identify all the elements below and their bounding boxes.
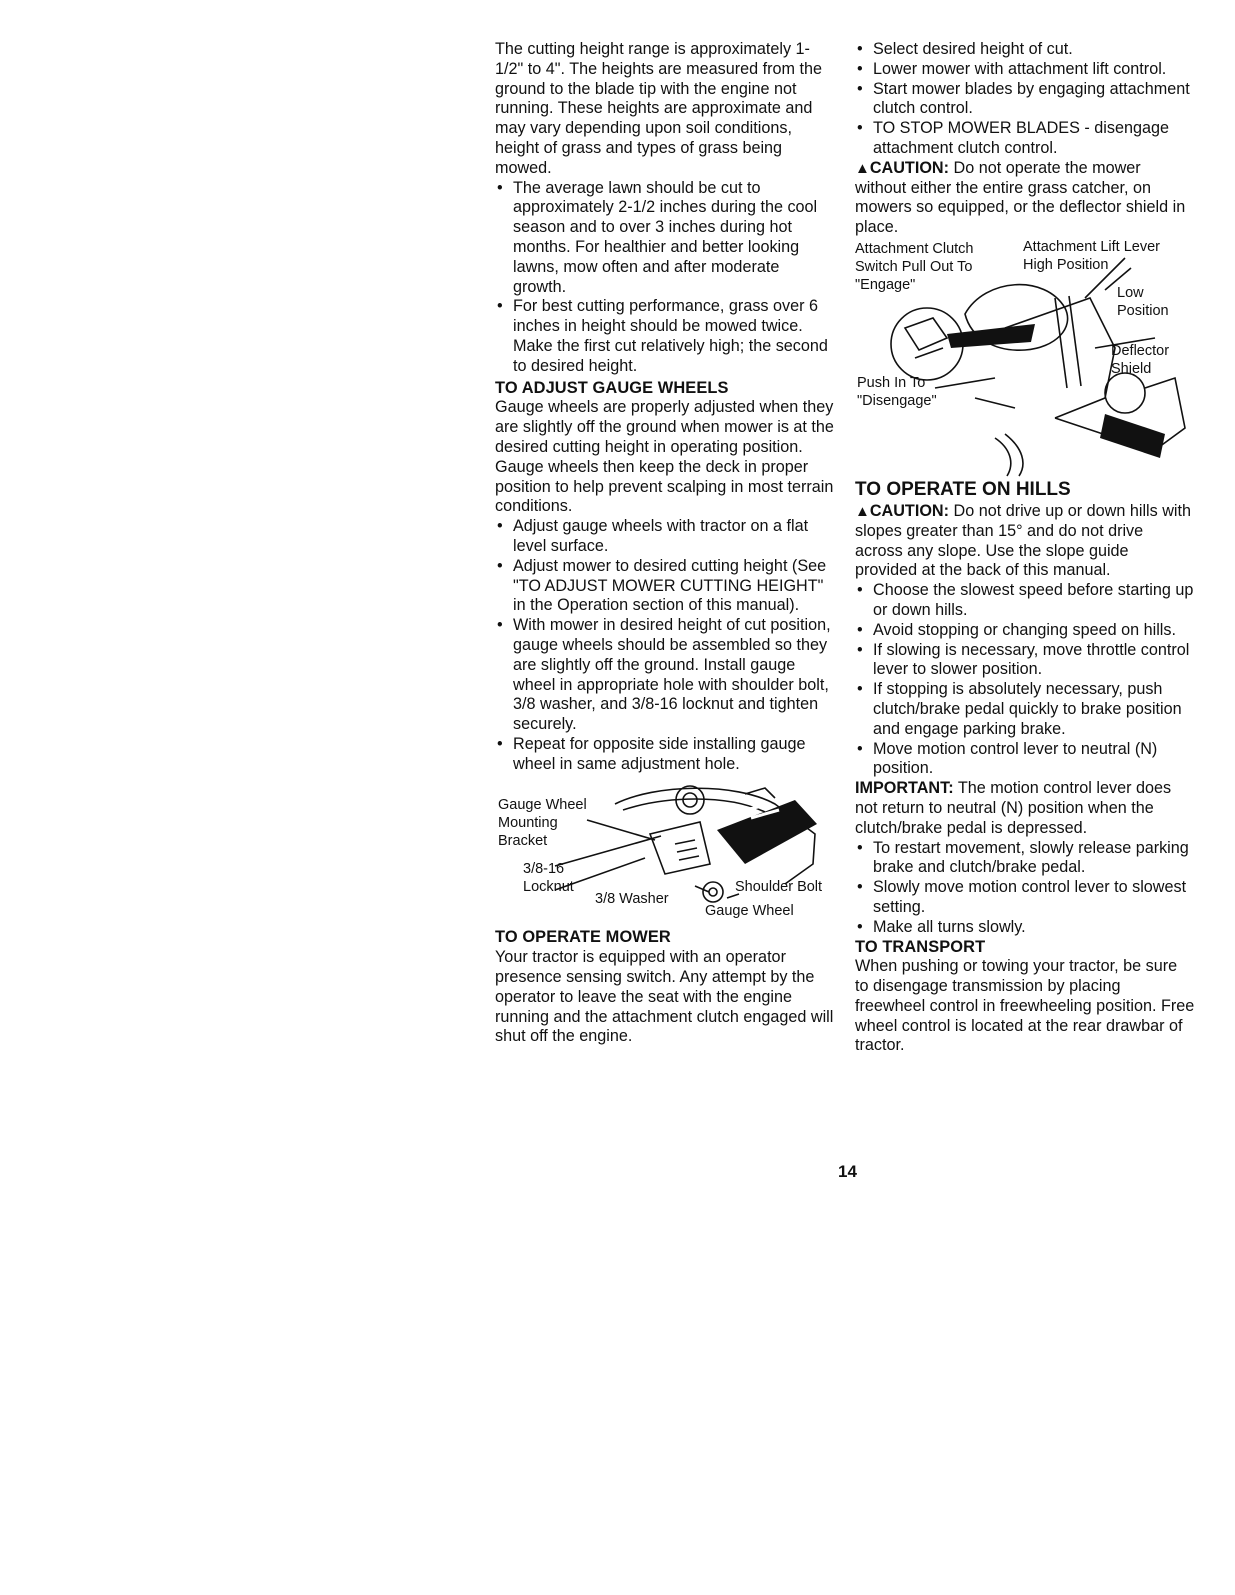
left-column [495, 40, 835, 1047]
caution-hills: ▲CAUTION: Do not drive up or down hills with slopes greater than 15° and do not drive across any slope. Use the slope guide provided at the back of this manual. [855, 501, 1192, 580]
list-item: • Start mower blades by engaging attachment clutch control. [855, 80, 1195, 120]
low-position-label: Low Position [1117, 284, 1169, 319]
list-item: • Select desired height of cut. [855, 40, 1195, 60]
lift-lever-label: Attachment Lift Lever High Position [1023, 238, 1161, 273]
list-item: • Move motion control lever to neutral (N) position. [855, 740, 1195, 780]
mounting-bracket-label: Gauge Wheel Mounting Bracket [498, 797, 587, 850]
list-item: • Lower mower with attachment lift control. [855, 60, 1195, 80]
gauge-wheels-text: Gauge wheels are properly adjusted when they are slightly off the ground when mower is at the desired cutting height in operating position. Gauge wheels then keep the deck in proper position to help prevent scalping in most terrain conditions. [495, 398, 834, 516]
list-item: • Choose the slowest speed before starting up or down hills. [855, 581, 1195, 621]
warning-icon: ▲ [855, 502, 870, 520]
list-item: • Repeat for opposite side installing gauge wheel in same adjustment hole. [495, 735, 835, 775]
operate-mower-heading: TO OPERATE MOWER [495, 928, 671, 947]
gauge-wheels-bullets [495, 517, 835, 774]
operate-mower-text: Your tractor is equipped with an operator presence sensing switch. Any attempt by the operator to leave the seat with the engine running and the attachment clutch engaged will shut off the engine. [495, 948, 834, 1046]
list-item: • If slowing is necessary, move throttle control lever to slower position. [855, 641, 1195, 681]
list-item: • Make all turns slowly. [855, 918, 1195, 938]
disengage-label: Push In To "Disengage" [857, 374, 937, 409]
restart-bullets [855, 839, 1195, 938]
important-note: IMPORTANT: The motion control lever does not return to neutral (N) position when the clutch/brake pedal is depressed. [855, 779, 1172, 837]
list-item: • If stopping is absolutely necessary, push clutch/brake pedal quickly to brake position and engage parking brake. [855, 680, 1195, 739]
transport-heading: TO TRANSPORT [855, 937, 986, 956]
list-item: • To restart movement, slowly release parking brake and clutch/brake pedal. [855, 839, 1195, 879]
list-item: • Avoid stopping or changing speed on hills. [855, 621, 1195, 641]
washer-label: 3/8 Washer [595, 891, 669, 908]
locknut-label: 3/8-16 Locknut [523, 861, 574, 896]
list-item: • The average lawn should be cut to approximately 2-1/2 inches during the cool season and to over 3 inches during hot months. For healthier and better looking lawns, mow often and after moderate growth. [495, 179, 835, 298]
shoulder-bolt-label: Shoulder Bolt [735, 879, 823, 896]
mower-start-bullets [855, 40, 1195, 159]
operate-hills-heading: TO OPERATE ON HILLS [855, 478, 1071, 500]
list-item: • Slowly move motion control lever to slowest setting. [855, 878, 1195, 918]
gauge-wheels-heading: TO ADJUST GAUGE WHEELS [495, 378, 729, 397]
deflector-shield-label: Deflector Shield [1111, 342, 1170, 377]
list-item: • With mower in desired height of cut position, gauge wheels should be assembled so they are slightly off the ground. Install gauge wheel in appropriate hole with shoulder bolt, 3/8 washer, and 3/8-16 locknut and tighten securely. [495, 616, 835, 735]
list-item: • TO STOP MOWER BLADES - disengage attachment clutch control. [855, 119, 1195, 159]
right-column [855, 40, 1195, 1056]
transport-text: When pushing or towing your tractor, be sure to disengage transmission by placing freewheel control in freewheeling position. Free wheel control is located at the rear drawbar of tractor. [855, 957, 1195, 1055]
list-item: • Adjust mower to desired cutting height (See "TO ADJUST MOWER CUTTING HEIGHT" in the Operation section of this manual). [495, 557, 835, 616]
list-item: • For best cutting performance, grass over 6 inches in height should be mowed twice. Make the first cut relatively high; the second to desired height. [495, 297, 835, 376]
clutch-switch-label: Attachment Clutch Switch Pull Out To "Engage" [855, 240, 974, 293]
tractor-controls-figure [855, 238, 1195, 478]
cutting-height-bullets [495, 179, 835, 377]
gauge-wheel-label: Gauge Wheel [705, 903, 794, 920]
page-number: 14 [838, 1162, 857, 1181]
gauge-wheel-figure [495, 774, 835, 926]
cutting-height-intro: The cutting height range is approximately 1-1/2" to 4". The heights are measured from the ground to the blade tip with the engine not running. These heights are approximate and may vary depending upon soil conditions, height of grass and types of grass being mowed. [495, 40, 823, 177]
list-item: • Adjust gauge wheels with tractor on a flat level surface. [495, 517, 835, 557]
caution-deflector: ▲CAUTION: Do not operate the mower without either the entire grass catcher, on mowers so equipped, or the deflector shield in place. [855, 158, 1186, 237]
warning-icon: ▲ [855, 159, 870, 177]
hills-bullets [855, 581, 1195, 779]
